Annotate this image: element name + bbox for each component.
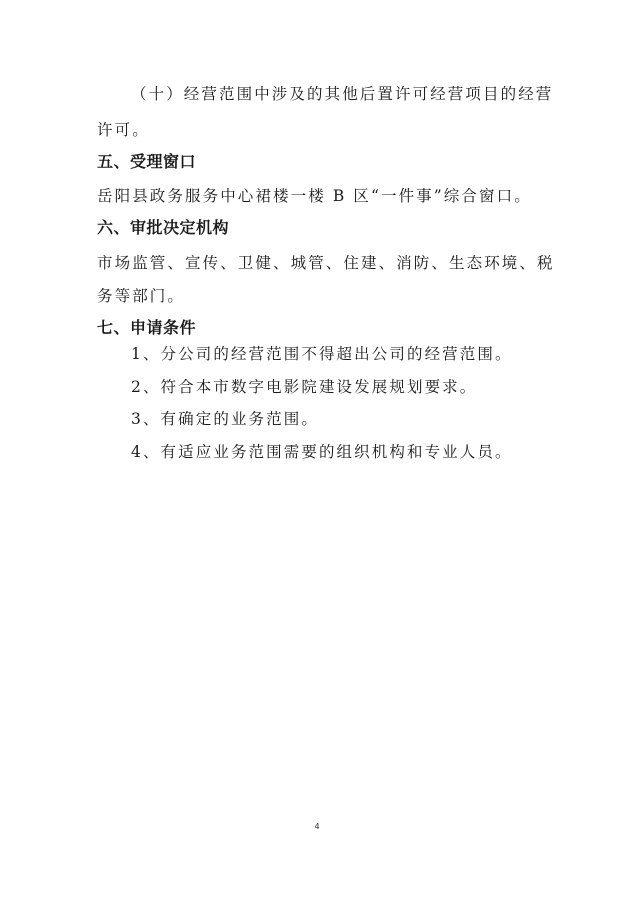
condition-item: 4、有适应业务范围需要的组织机构和专业人员。	[131, 443, 513, 461]
section-6-heading: 六、审批决定机构	[97, 218, 230, 237]
condition-item: 2、符合本市数字电影院建设发展规划要求。	[131, 378, 478, 396]
condition-item: 1、分公司的经营范围不得超出公司的经营范围。	[131, 345, 513, 363]
section-7-heading: 七、申请条件	[97, 318, 197, 337]
paragraph-10-line-1: （十）经营范围中涉及的其他后置许可经营项目的经营	[131, 85, 554, 103]
paragraph-10-line-2: 许可。	[97, 121, 150, 139]
condition-item: 3、有确定的业务范围。	[131, 410, 319, 428]
section-5-text: 岳阳县政务服务中心裙楼一楼 B 区“一件事”综合窗口。	[97, 187, 532, 205]
section-6-line-1: 市场监管、宣传、卫健、城管、住建、消防、生态环境、税	[97, 254, 555, 272]
section-6-line-2: 务等部门。	[97, 287, 186, 305]
page-number: 4	[314, 822, 320, 831]
section-5-heading: 五、受理窗口	[97, 152, 197, 171]
